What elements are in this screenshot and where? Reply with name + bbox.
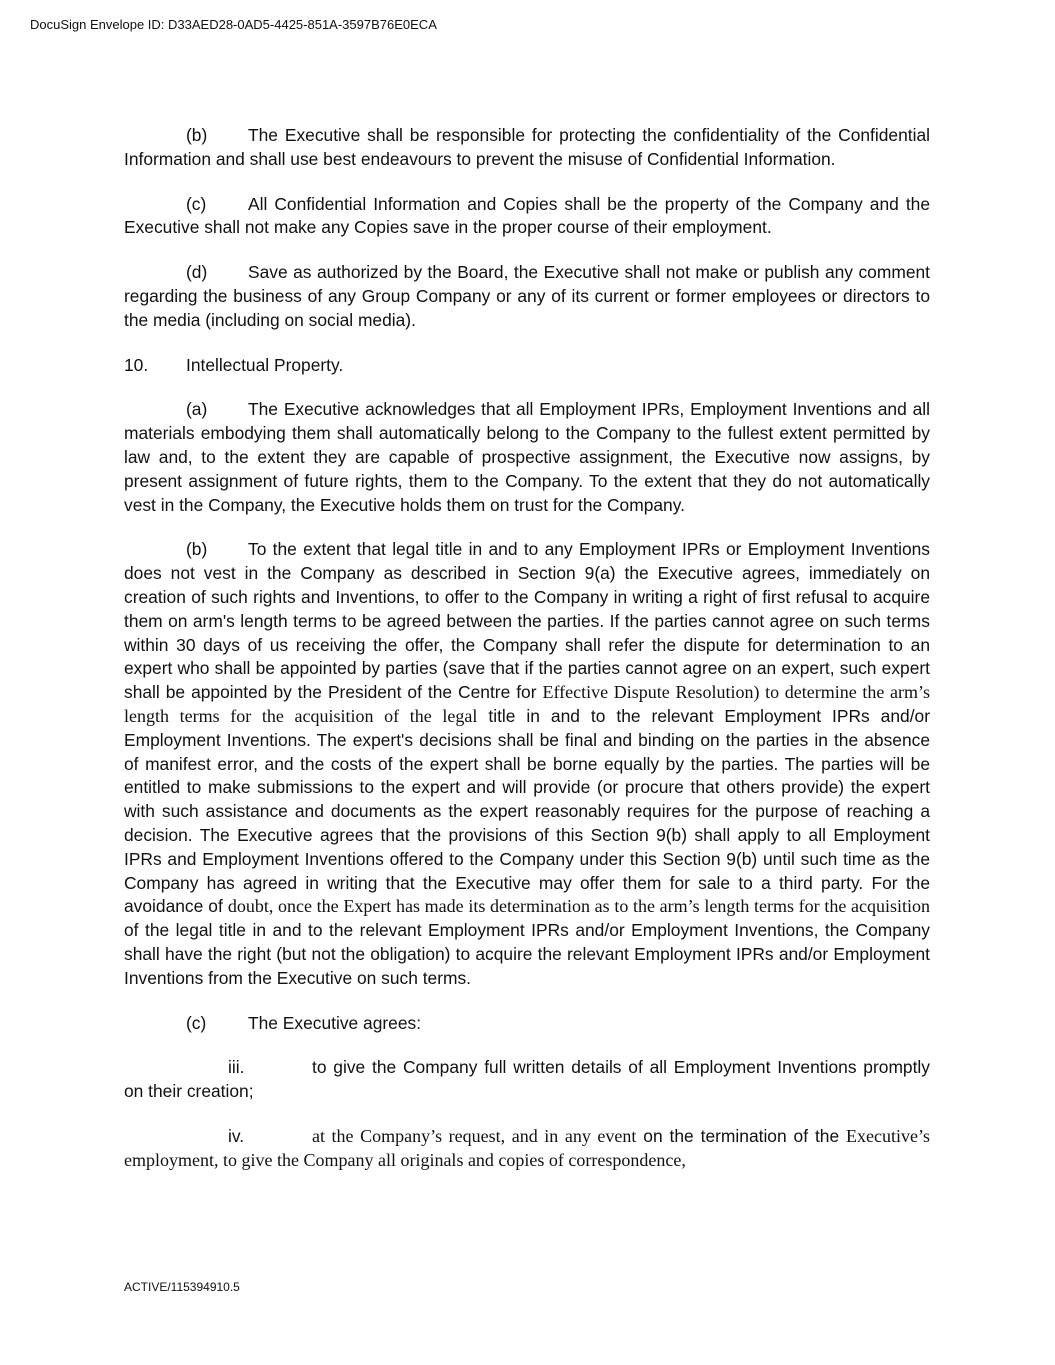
paragraph-9d: [124, 261, 930, 332]
paragraph-label: (c): [186, 1012, 207, 1033]
paragraph-label: (a): [186, 399, 208, 420]
section-number: 10.: [124, 354, 149, 375]
paragraph-label: (b): [186, 539, 208, 560]
paragraph-label: (c): [186, 193, 207, 214]
paragraph-text: title in and to the relevant Employment IPRs and/or Employment Inventions. The expert's decisions shall be final and binding on the parties in the absence of manifest error, and the costs of the expert shall be borne equally by the parties. The parties will be entitled to make submissions to the expert and will provide (or procure that others provide) the expert with such assistance and documents as the expert reasonably requires for the purpose of reaching a decision. The Executive agrees that the provisions of this Section 9(b) shall apply to all Employment IPRs and Employment Inventions offered to the Company under this Section 9(b) until such time as the Company has agreed in writing that the Executive may offer them for sale to a third party. For the avoidance of: [124, 705, 930, 917]
document-footer-id: ACTIVE/115394910.5: [124, 1280, 240, 1294]
docusign-envelope-id: DocuSign Envelope ID: D33AED28-0AD5-4425-851A-3597B76E0ECA: [30, 17, 437, 32]
paragraph-9c: [124, 193, 930, 241]
paragraph-label: (d): [186, 262, 208, 283]
paragraph-text: To the extent that legal title in and to any Employment IPRs or Employment Inventions does not vest in the Company as described in Section 9(a) the Executive agrees, immediately on creation of such rights and Inventions, to offer to the Company in writing a right of first refusal to acquire them on arm's length terms to be agreed between the parties. If the parties cannot agree on such terms within 30 days of us receiving the offer, the Company shall refer the dispute for determination to an expert who shall be appointed by parties (save that if the parties cannot agree on an expert, such expert shall be appointed by the President of the Centre for: [124, 539, 930, 703]
paragraph-text: The Executive agrees:: [248, 1012, 422, 1033]
sub-item-text-serif: Executive’s employment, to give the Company all originals and copies of correspondence,: [124, 1125, 931, 1170]
paragraph-text: The Executive shall be responsible for protecting the confidentiality of the Confidential Information and shall use best endeavours to prevent the misuse of Confidential Information.: [124, 125, 930, 169]
paragraph-10c: [124, 1012, 930, 1036]
document-body: [124, 124, 930, 1193]
paragraph-text-serif: doubt, once the Expert has made its determination as to the arm’s length terms for the acquisition: [227, 896, 930, 917]
paragraph-text: of the legal title in and to the relevant Employment IPRs and/or Employment Inventions, the Company shall have the right (but not the obligation) to acquire the relevant Employment IPRs and/or Employment Inventions from the Executive on such terms.: [124, 920, 930, 988]
paragraph-text: The Executive acknowledges that all Employment IPRs, Employment Inventions and all materials embodying them shall automatically belong to the Company to the fullest extent permitted by law and, to the extent they are capable of prospective assignment, the Executive now assigns, by present assignment of future rights, them to the Company. To the extent that they do not automatically vest in the Company, the Executive holds them on trust for the Company.: [124, 399, 930, 515]
paragraph-label: (b): [186, 125, 208, 145]
section-heading-10: [124, 354, 930, 378]
sub-item-text: on the termination of the: [636, 1125, 847, 1146]
paragraph-9b: [124, 124, 930, 172]
sub-item-label: iv.: [228, 1125, 245, 1146]
paragraph-text: Save as authorized by the Board, the Executive shall not make or publish any comment regarding the business of any Group Company or any of its current or former employees or directors to the media (including on social media).: [124, 262, 930, 330]
sub-item-iii: [124, 1056, 930, 1104]
sub-item-text-serif: at the Company’s request, and in any event: [312, 1125, 637, 1146]
section-title: Intellectual Property.: [186, 354, 344, 375]
sub-item-iv: [124, 1125, 930, 1173]
paragraph-text-serif: Effective Dispute Resolution) to determine the arm’s length terms for the acquisition of the legal: [124, 682, 930, 726]
sub-item-text: to give the Company full written details of all Employment Inventions promptly on their creation;: [124, 1057, 930, 1102]
paragraph-text: All Confidential Information and Copies shall be the property of the Company and the Executive shall not make any Copies save in the proper course of their employment.: [124, 193, 930, 238]
paragraph-10b: [124, 538, 930, 990]
paragraph-10a: [124, 398, 930, 517]
sub-item-label: iii.: [228, 1057, 245, 1078]
